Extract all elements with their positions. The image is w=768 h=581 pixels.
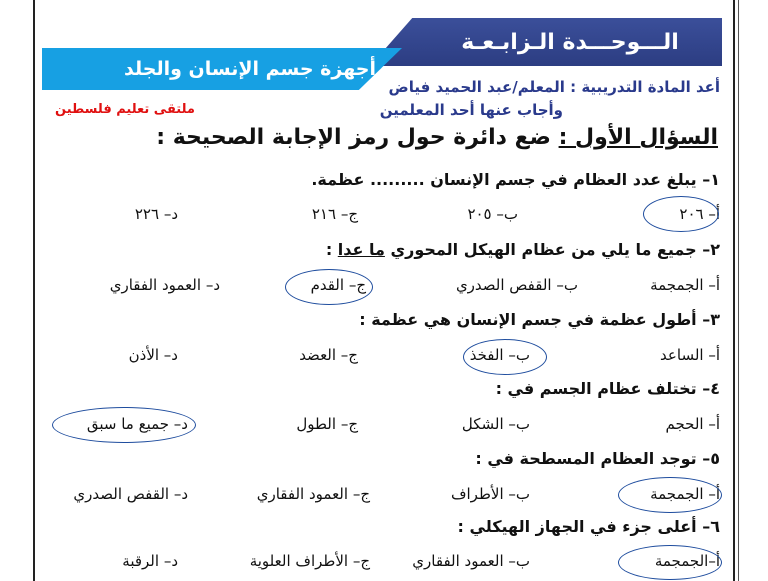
q5-option-d[interactable]: د– القفص الصدري — [73, 485, 188, 503]
q3-answer-circle — [463, 339, 547, 375]
q5-answer-circle — [618, 477, 722, 513]
q3-option-a[interactable]: أ– الساعد — [660, 346, 720, 364]
q6-option-d[interactable]: د– الرقبة — [122, 552, 178, 570]
q2-answer-circle — [285, 269, 373, 305]
q5-option-b[interactable]: ب– الأطراف — [450, 485, 530, 503]
q2-option-d[interactable]: د– العمود الفقاري — [109, 276, 220, 294]
q2-text-underlined: ما عدا — [337, 240, 385, 259]
prepared-by: أعد المادة التدريبية : المعلم/عبد الحميد فياض — [388, 78, 720, 96]
answered-by: وأجاب عنها أحد المعلمين — [379, 101, 563, 119]
q2-option-b[interactable]: ب– القفص الصدري — [455, 276, 578, 294]
q4-option-a[interactable]: أ– الحجم — [665, 415, 720, 433]
q5-option-c[interactable]: ج– العمود الفقاري — [256, 485, 370, 503]
q1-option-c[interactable]: ج– ٢١٦ — [311, 205, 358, 223]
page-border-right-inner — [738, 0, 739, 581]
section-title — [156, 125, 718, 150]
q4-option-d[interactable]: د– جميع ما سبق — [86, 415, 188, 433]
section-title-underlined: السؤال الأول : — [558, 125, 718, 150]
question-3: ٣– أطول عظمة في جسم الإنسان هي عظمة : — [359, 310, 720, 329]
q6-option-b[interactable]: ب– العمود الفقاري — [412, 552, 530, 570]
q1-option-b[interactable]: ب– ٢٠٥ — [467, 205, 518, 223]
question-5: ٥– توجد العظام المسطحة في : — [475, 449, 720, 468]
q5-option-a[interactable]: أ– الجمجمة — [650, 485, 720, 503]
q4-option-b[interactable]: ب– الشكل — [461, 415, 530, 433]
q6-option-a[interactable]: أ–الجمجمة — [654, 552, 720, 570]
q4-answer-circle — [52, 407, 196, 443]
question-4: ٤– تختلف عظام الجسم في : — [495, 379, 720, 398]
q6-answer-circle — [618, 545, 722, 580]
question-1: ١– يبلغ عدد العظام في جسم الإنسان ......... عظمة. — [311, 170, 720, 189]
forum-label: ملتقى تعليم فلسطين — [55, 102, 195, 117]
question-2 — [326, 240, 720, 259]
q3-option-b[interactable]: ب– الفخذ — [469, 346, 530, 364]
q3-option-c[interactable]: ج– العضد — [299, 346, 358, 364]
q2-text-before: ٢– جميع ما يلي من عظام الهيكل المحوري — [384, 240, 720, 259]
subject-title: أجهزة جسم الإنسان والجلد — [124, 58, 376, 80]
unit-title: الـــوحـــدة الـزابـعـة — [461, 29, 679, 55]
q1-option-a[interactable]: أ– ٢٠٦ — [679, 205, 720, 223]
question-6: ٦– أعلى جزء في الجهاز الهيكلي : — [457, 517, 720, 536]
q2-text-after: : — [325, 240, 338, 259]
q1-answer-circle — [643, 196, 719, 232]
page-border-left — [33, 0, 35, 581]
q4-option-c[interactable]: ج– الطول — [296, 415, 358, 433]
q3-option-d[interactable]: د– الأذن — [128, 346, 178, 364]
q2-option-c[interactable]: ج– القدم — [310, 276, 366, 294]
q2-option-a[interactable]: أ– الجمجمة — [650, 276, 720, 294]
section-title-rest: ضع دائرة حول رمز الإجابة الصحيحة : — [156, 125, 559, 150]
q1-option-d[interactable]: د– ٢٢٦ — [134, 205, 178, 223]
q6-option-c[interactable]: ج– الأطراف العلوية — [249, 552, 370, 570]
page-border-right — [733, 0, 735, 581]
